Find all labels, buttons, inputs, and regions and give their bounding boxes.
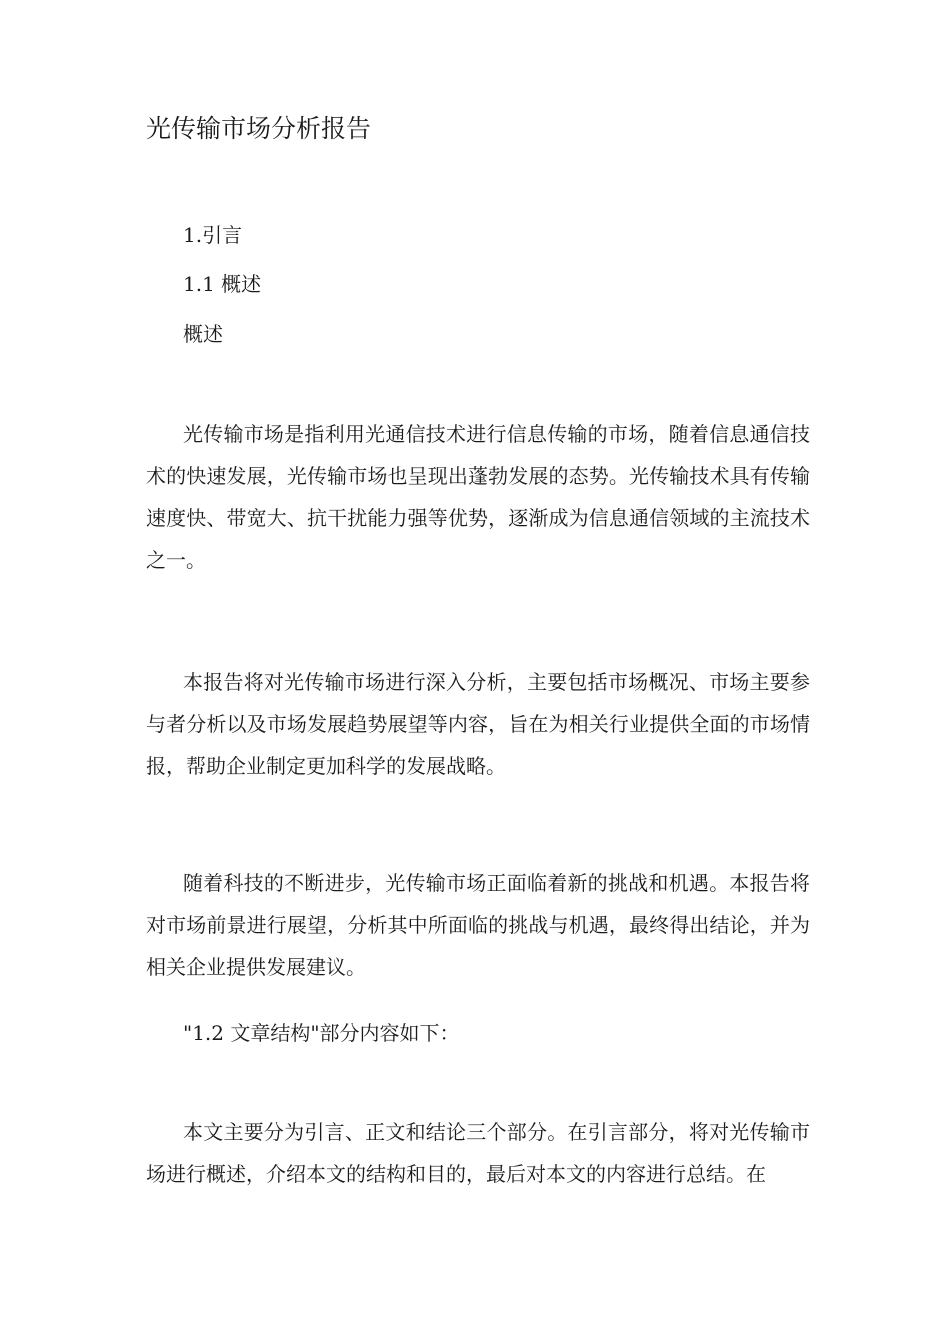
paragraph-overview-3: 随着科技的不断进步，光传输市场正面临着新的挑战和机遇。本报告将对市场前景进行展望，分析其中所面临的挑战与机遇，最终得出结论，并为相关企业提供发展建议。 bbox=[146, 871, 810, 979]
paragraph-overview-1: 光传输市场是指利用光通信技术进行信息传输的市场，随着信息通信技术的快速发展，光传输市场也呈现出蓬勃发展的态势。光传输技术具有传输速度快、带宽大、抗干扰能力强等优势，逐渐成为信息通信领域的主流技术之一。 bbox=[146, 422, 810, 572]
paragraph-overview-2: 本报告将对光传输市场进行深入分析，主要包括市场概况、市场主要参与者分析以及市场发展趋势展望等内容，旨在为相关行业提供全面的市场情报，帮助企业制定更加科学的发展战略。 bbox=[146, 670, 810, 778]
overview-label: 概述 bbox=[183, 322, 223, 346]
document-title: 光传输市场分析报告 bbox=[146, 114, 372, 143]
subsection-heading-structure: "1.2 文章结构"部分内容如下： bbox=[183, 1021, 460, 1045]
subsection-heading-overview: 1.1 概述 bbox=[183, 272, 262, 296]
paragraph-structure: 本文主要分为引言、正文和结论三个部分。在引言部分，将对光传输市场进行概述，介绍本文的结构和目的，最后对本文的内容进行总结。在 bbox=[146, 1120, 810, 1186]
section-heading-intro: 1.引言 bbox=[183, 223, 243, 247]
